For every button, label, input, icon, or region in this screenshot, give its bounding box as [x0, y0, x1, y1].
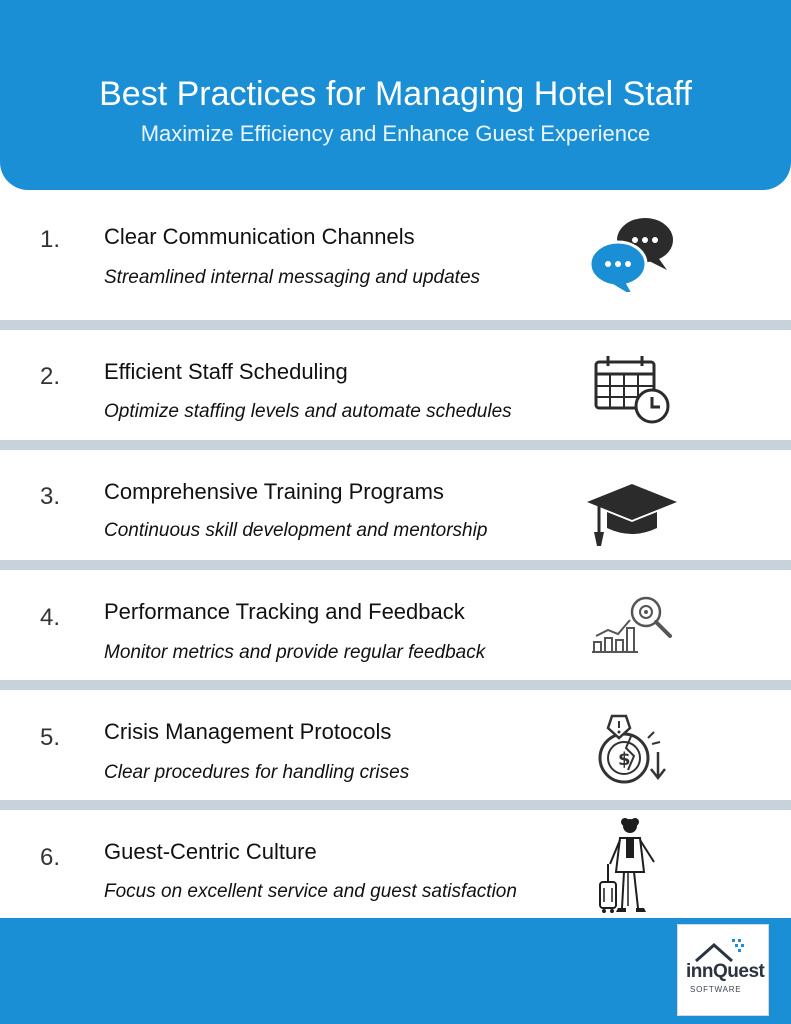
broken-coin-alert-icon [592, 712, 672, 788]
divider [0, 800, 791, 810]
footer-banner [0, 918, 791, 1024]
practice-item-1 [0, 190, 791, 320]
item-description: Continuous skill development and mentorship [104, 520, 488, 541]
practice-item-4 [0, 570, 791, 680]
practice-item-6 [0, 810, 791, 918]
item-description: Optimize staffing levels and automate schedules [104, 401, 512, 422]
item-description: Clear procedures for handling crises [104, 762, 410, 783]
page-subtitle: Maximize Efficiency and Enhance Guest Experience [140, 121, 651, 146]
header-banner [0, 0, 791, 190]
item-number: 3. [40, 483, 61, 510]
item-number: 4. [40, 604, 61, 631]
chart-magnifier-icon [590, 594, 675, 658]
chat-bubbles-icon [585, 212, 680, 292]
logo-tagline: SOFTWARE [690, 985, 742, 994]
house-roof-icon [692, 937, 752, 963]
calendar-clock-icon [592, 354, 674, 426]
innquest-logo [677, 924, 769, 1016]
item-description: Monitor metrics and provide regular feedback [104, 642, 486, 663]
practice-item-2 [0, 330, 791, 440]
divider [0, 320, 791, 330]
graduation-cap-icon [585, 480, 680, 550]
item-title: Performance Tracking and Feedback [104, 599, 465, 624]
divider [0, 680, 791, 690]
item-number: 2. [40, 363, 61, 390]
item-description: Focus on excellent service and guest satisfaction [104, 881, 517, 902]
page-title: Best Practices for Managing Hotel Staff [99, 75, 692, 113]
guest-with-luggage-icon [598, 816, 668, 916]
practice-item-5 [0, 690, 791, 800]
item-title: Comprehensive Training Programs [104, 479, 444, 504]
divider [0, 440, 791, 450]
svg-text:$: $ [618, 749, 631, 770]
item-number: 6. [40, 844, 61, 871]
item-number: 1. [40, 226, 61, 253]
divider [0, 560, 791, 570]
practice-item-3 [0, 450, 791, 560]
logo-wordmark: innQuest [686, 961, 765, 982]
item-title: Crisis Management Protocols [104, 719, 392, 744]
item-number: 5. [40, 724, 61, 751]
item-title: Guest-Centric Culture [104, 839, 317, 864]
item-description: Streamlined internal messaging and updates [104, 267, 481, 288]
item-title: Clear Communication Channels [104, 224, 415, 249]
item-title: Efficient Staff Scheduling [104, 359, 348, 384]
